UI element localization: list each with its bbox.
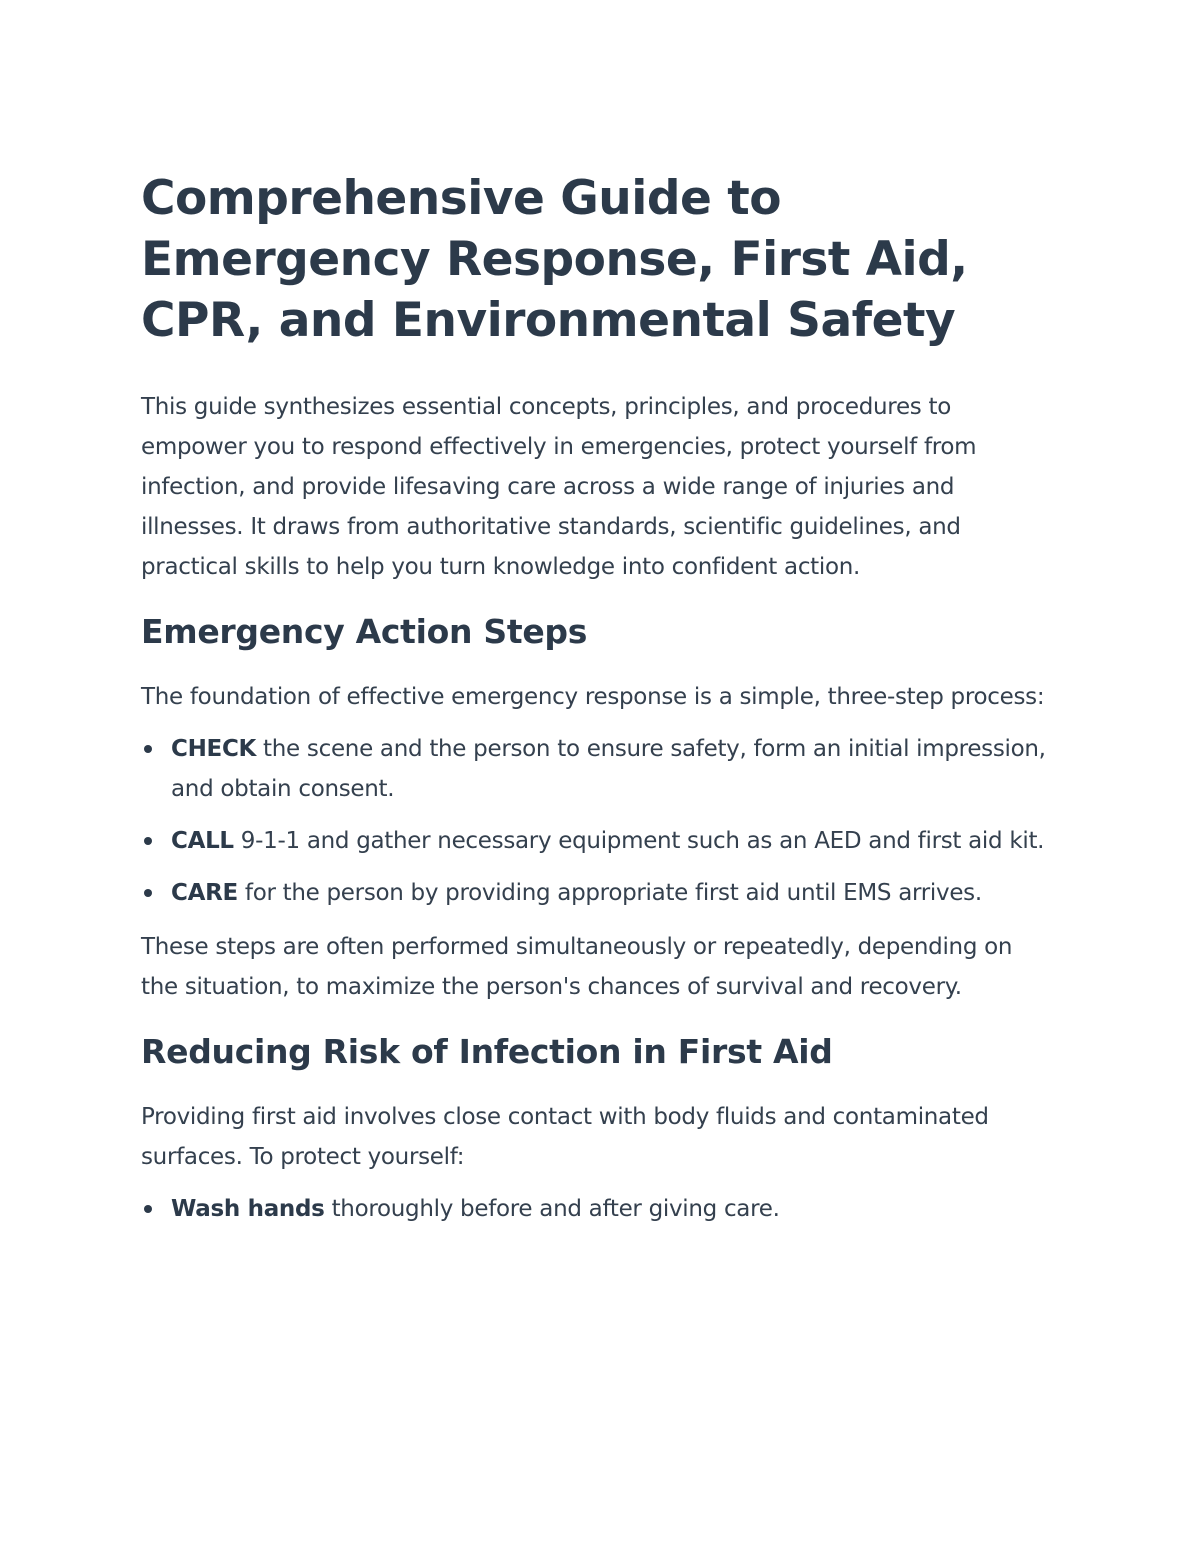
section-closing-paragraph: These steps are often performed simultaneously or repeatedly, depending on the situation, to maximize the person's chances of survival and recovery.	[141, 934, 1013, 1000]
bullet-icon	[144, 837, 152, 845]
list-item-keyword: Wash hands	[171, 1196, 325, 1222]
section-heading-reducing-risk-of-infection: Reducing Risk of Infection in First Aid	[141, 1032, 833, 1071]
document-page	[141, 168, 1056, 1243]
bullet-icon	[144, 745, 152, 753]
list-item-text: thoroughly before and after giving care.	[324, 1196, 780, 1222]
list-item	[141, 821, 1056, 861]
list-item-text: 9-1-1 and gather necessary equipment such as an AED and first aid kit.	[233, 828, 1045, 854]
list-item-keyword: CARE	[171, 880, 238, 906]
list-item	[141, 729, 1056, 809]
section-lead: Providing first aid involves close contact with body fluids and contaminated surfaces. To protect yourself:	[141, 1104, 989, 1170]
section-heading-emergency-action-steps: Emergency Action Steps	[141, 612, 588, 651]
section-lead: The foundation of effective emergency response is a simple, three-step process:	[141, 684, 1045, 710]
list-item	[141, 1189, 1056, 1229]
intro-paragraph: This guide synthesizes essential concepts, principles, and procedures to empower you to respond effectively in emergencies, protect yourself from infection, and provide lifesaving care across a wide range of injuries and illnesses. It draws from authoritative standards, scientific guidelines, and practical skills to help you turn knowledge into confident action.	[141, 394, 977, 580]
list-item-text: for the person by providing appropriate first aid until EMS arrives.	[237, 880, 982, 906]
list-item-keyword: CALL	[171, 828, 234, 854]
list-item	[141, 873, 1056, 913]
document-title: Comprehensive Guide to Emergency Response, First Aid, CPR, and Environmental Safety	[141, 171, 968, 348]
bullet-list	[141, 729, 1056, 913]
list-item-keyword: CHECK	[171, 736, 257, 762]
list-item-text: the scene and the person to ensure safety, form an initial impression, and obtain consent.	[171, 736, 1046, 802]
bullet-icon	[144, 1205, 152, 1213]
bullet-icon	[144, 889, 152, 897]
bullet-list	[141, 1189, 1056, 1229]
